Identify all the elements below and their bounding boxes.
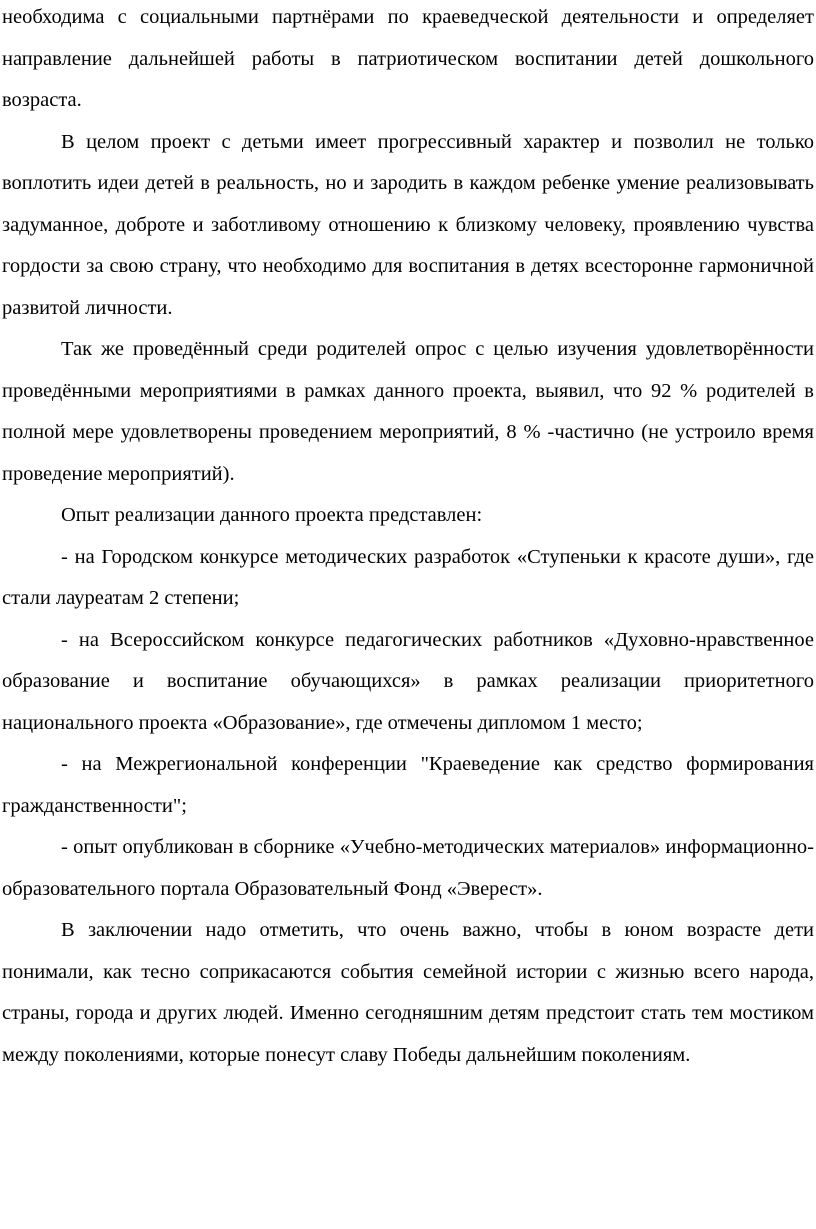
paragraph-conclusion: В заключении надо отметить, что очень важно, чтобы в юном возрасте дети понимали, как тесно соприкасаются события семейной истории с жизнью всего народа, страны, города и других людей. Именно сегодняшним детям предстоит стать тем мостиком между поколениями, которые понесут славу Победы дальнейшим поколениям.: [2, 919, 814, 1066]
paragraph-continuation: необходима с социальными партнёрами по краеведческой деятельности и определяет направление дальнейшей работы в патриотическом воспитании детей дошкольного возраста.: [2, 6, 814, 111]
paragraph-project-summary: В целом проект с детьми имеет прогрессивный характер и позволил не только воплотить идеи детей в реальность, но и зародить в каждом ребенке умение реализовывать задуманное, доброте и заботливому отношению к близкому человеку, проявлению чувства гордости за свою страну, что необходимо для воспитания в детях всесторонне гармоничной развитой личности.: [2, 130, 814, 319]
list-item-national-contest: - на Всероссийском конкурсе педагогических работников «Духовно-нравственное образование и воспитание обучающихся» в рамках реализации приоритетного национального проекта «Образование», где отмечены дипломом 1 место;: [2, 628, 814, 734]
paragraph-parent-survey: Так же проведённый среди родителей опрос с целью изучения удовлетворённости проведёнными мероприятиями в рамках данного проекта, выявил, что 92 % родителей в полной мере удовлетворены проведением мероприятий, 8 % -частично (не устроило время проведение мероприятий).: [2, 338, 814, 485]
paragraph-experience-intro: Опыт реализации данного проекта представлен:: [61, 504, 483, 526]
list-item-publication: - опыт опубликован в сборнике «Учебно-методических материалов» информационно-образовательного портала Образовательный Фонд «Эверест».: [2, 836, 814, 900]
list-item-city-contest: - на Городском конкурсе методических разработок «Ступеньки к красоте души», где стали лауреатам 2 степени;: [2, 545, 814, 609]
list-item-interregional-conference: - на Межрегиональной конференции "Краеведение как средство формирования гражданственности";: [2, 753, 814, 817]
